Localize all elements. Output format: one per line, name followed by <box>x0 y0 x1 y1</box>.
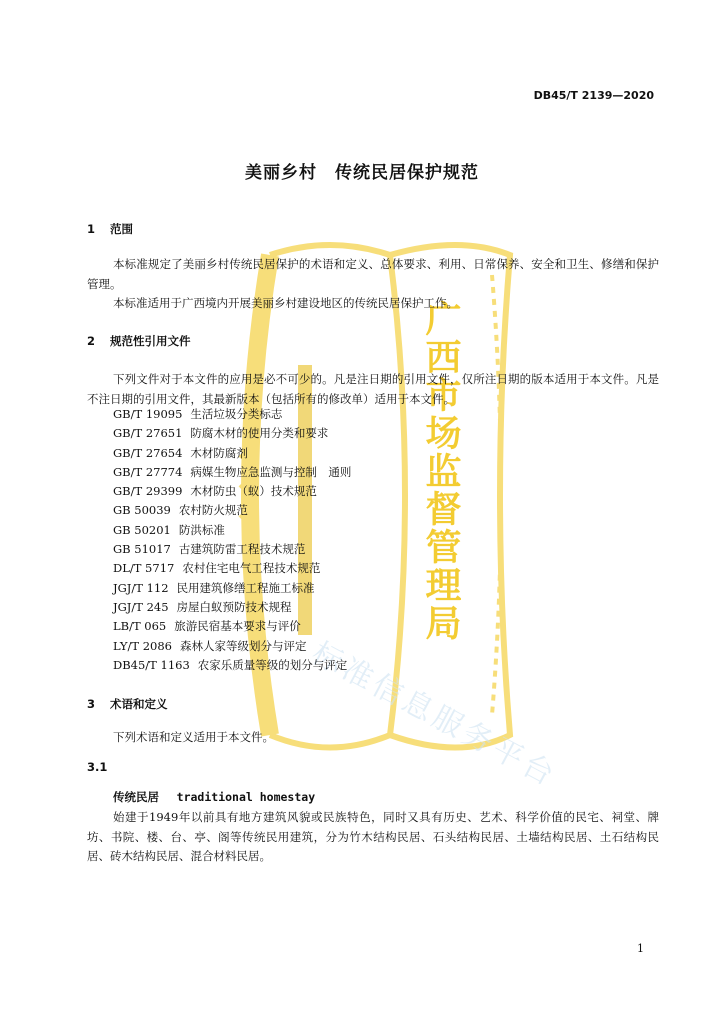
section-number: 1 <box>87 222 96 236</box>
section-number: 3 <box>87 697 96 711</box>
reference-code: GB 50039 <box>113 503 171 518</box>
term-english: traditional homestay <box>176 790 316 804</box>
page-number: 1 <box>637 942 644 955</box>
reference-item <box>113 637 351 656</box>
reference-name: 农村防火规范 <box>178 503 248 518</box>
normative-reference-list <box>113 405 351 675</box>
reference-code: LY/T 2086 <box>113 638 172 653</box>
reference-code: GB 50201 <box>113 522 171 537</box>
reference-item <box>113 463 351 482</box>
reference-item <box>113 424 351 443</box>
reference-code: GB/T 29399 <box>113 484 183 499</box>
term-chinese: 传统民居 <box>113 790 159 804</box>
reference-item <box>113 598 351 617</box>
reference-code: GB 51017 <box>113 542 171 557</box>
reference-name: 旅游民宿基本要求与评价 <box>174 619 301 634</box>
reference-name: 古建筑防雷工程技术规范 <box>178 542 306 557</box>
reference-code: DL/T 5717 <box>113 561 175 576</box>
reference-item <box>113 521 351 540</box>
reference-code: LB/T 065 <box>113 619 167 634</box>
term-entry <box>113 789 315 805</box>
section-1-heading <box>87 221 133 237</box>
section-title: 术语和定义 <box>110 697 168 711</box>
reference-code: DB45/T 1163 <box>113 657 190 672</box>
document-title: 美丽乡村 传统民居保护规范 <box>245 163 479 183</box>
reference-name: 房屋白蚁预防技术规程 <box>176 599 292 614</box>
reference-code: GB/T 27651 <box>113 426 183 441</box>
section-3-paragraph-1: 下列术语和定义适用于本文件。 <box>113 730 274 744</box>
reference-code: GB/T 27774 <box>113 464 183 479</box>
section-title: 规范性引用文件 <box>110 334 191 348</box>
reference-code: JGJ/T 112 <box>113 580 169 595</box>
section-1-paragraph-1: 本标准规定了美丽乡村传统民居保护的术语和定义、总体要求、利用、日常保养、安全和卫生、修缮和保护管理。 <box>87 257 659 291</box>
reference-code: GB/T 19095 <box>113 407 183 421</box>
reference-item <box>113 482 351 501</box>
term-definition: 始建于1949年以前具有地方建筑风貌或民族特色，同时又具有历史、艺术、科学价值的民宅、祠堂、牌坊、书院、楼、台、亭、阁等传统民用建筑，分为竹木结构民居、石头结构民居、土墙结构民居、土石结构民居、砖木结构民居、混合材料民居。 <box>87 810 659 863</box>
reference-name: 民用建筑修缮工程施工标准 <box>176 580 315 595</box>
reference-name: 农家乐质量等级的划分与评定 <box>197 657 348 672</box>
reference-name: 病媒生物应急监测与控制 通则 <box>190 464 352 479</box>
reference-code: JGJ/T 245 <box>113 599 169 614</box>
section-number: 2 <box>87 334 96 348</box>
reference-item <box>113 501 351 520</box>
reference-name: 森林人家等级划分与评定 <box>179 638 307 653</box>
reference-name: 防洪标准 <box>178 522 225 537</box>
section-2-heading <box>87 333 191 349</box>
reference-item <box>113 617 351 636</box>
clause-number: 3.1 <box>87 760 108 774</box>
watermark-faint-text: 标准信息服务平台 <box>306 635 563 795</box>
reference-name: 农村住宅电气工程技术规范 <box>182 561 321 576</box>
reference-item <box>113 559 351 578</box>
section-3-heading <box>87 696 168 712</box>
section-title: 范围 <box>110 222 134 236</box>
section-2-paragraph-1: 下列文件对于本文件的应用是必不可少的。凡是注日期的引用文件，仅所注日期的版本适用于本文件。凡是不注日期的引用文件，其最新版本（包括所有的修改单）适用于本文件。 <box>87 372 659 406</box>
watermark-stamp-text: 广西市场监督管理局 <box>420 300 461 642</box>
reference-name: 木材防腐剂 <box>190 445 248 460</box>
standard-code: DB45/T 2139—2020 <box>533 89 654 102</box>
reference-item <box>113 405 351 424</box>
reference-item <box>113 579 351 598</box>
reference-item <box>113 656 351 675</box>
reference-item <box>113 540 351 559</box>
reference-code: GB/T 27654 <box>113 445 183 460</box>
reference-name: 木材防虫（蚁）技术规范 <box>190 484 317 499</box>
reference-item <box>113 444 351 463</box>
section-1-paragraph-2: 本标准适用于广西境内开展美丽乡村建设地区的传统民居保护工作。 <box>113 296 458 310</box>
reference-name: 生活垃圾分类标志 <box>190 407 283 421</box>
reference-name: 防腐木材的使用分类和要求 <box>190 426 329 441</box>
